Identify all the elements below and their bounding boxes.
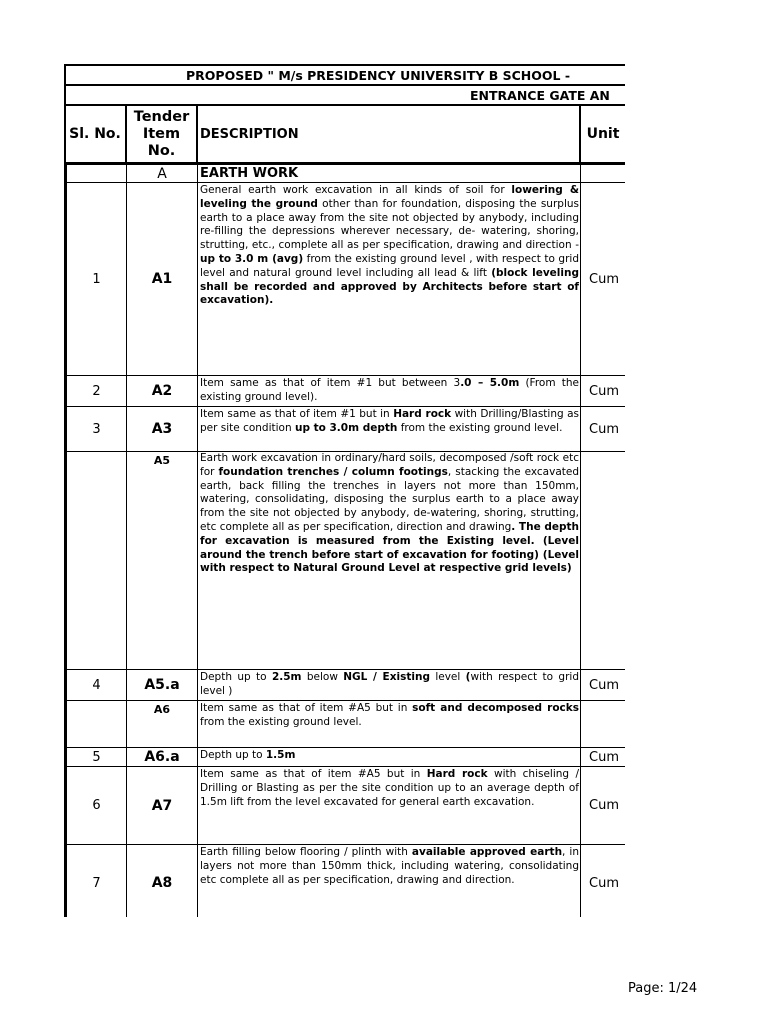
item-no-cell: A6.a: [127, 748, 198, 767]
sl-no-cell: [67, 452, 127, 670]
boq-table: [66, 164, 625, 917]
description-bold-text: up to 3.0m depth: [294, 421, 398, 434]
title-row-1: [66, 66, 625, 86]
table-row: [67, 767, 626, 845]
boq-sheet: [64, 64, 625, 917]
description-text: with respect to grid level ): [200, 671, 579, 697]
description-bold-text: foundation trenches / column footings: [218, 465, 448, 478]
header-tender-item-no: [127, 106, 196, 162]
description-bold-text: lowering & leveling the ground: [200, 184, 579, 210]
header-tender-line-3: No.: [147, 142, 176, 159]
table-row: [67, 701, 626, 748]
description-text: , stacking the excavated earth, back filling the trenches in layers not more than 150mm, watering, consolidating, disposing the surplus earth to a place away from the site not objected by anybody, de-watering, shoring, strutting, etc complete all as per specification, direction and drawing: [200, 465, 579, 533]
description-cell: [198, 748, 581, 767]
item-no-cell: A6: [127, 701, 198, 748]
table-row: [67, 670, 626, 701]
section-name-cell: EARTH WORK: [198, 165, 581, 183]
description-bold-text: Hard rock: [393, 408, 452, 420]
unit-cell: Cum: [581, 407, 626, 452]
sl-no-cell: 5: [67, 748, 127, 767]
item-no-cell: A5.a: [127, 670, 198, 701]
unit-cell: Cum: [581, 376, 626, 407]
section-unit-cell: [581, 165, 626, 183]
description-cell: [198, 452, 581, 670]
description-cell: [198, 701, 581, 748]
description-text: Item same as that of item #A5 but in: [200, 768, 427, 780]
unit-cell: Cum: [581, 748, 626, 767]
description-cell: [198, 183, 581, 376]
sl-no-cell: [67, 701, 127, 748]
description-bold-text: soft and decomposed rocks: [412, 702, 580, 714]
table-row: [67, 845, 626, 918]
item-no-cell: A5: [127, 452, 198, 670]
unit-cell: Cum: [581, 183, 626, 376]
title-row-2: [66, 86, 625, 106]
description-cell: [198, 845, 581, 918]
header-description: DESCRIPTION: [200, 126, 299, 142]
description-bold-text: (: [465, 671, 471, 683]
description-bold-text: (block leveling shall be recorded and approved by Architects before start of excavation).: [200, 266, 579, 307]
description-text: Item same as that of item #1 but in: [200, 408, 394, 420]
unit-cell: [581, 701, 626, 748]
description-bold-text: .0 – 5.0m: [460, 377, 520, 389]
item-no-cell: A2: [127, 376, 198, 407]
item-no-cell: A3: [127, 407, 198, 452]
column-header-row: [66, 106, 625, 164]
description-text: Earth work excavation in ordinary/hard soils, decomposed /soft rock etc for: [200, 452, 579, 478]
table-row: [67, 183, 626, 376]
sl-no-cell: 4: [67, 670, 127, 701]
sl-no-cell: 1: [67, 183, 127, 376]
description-text: with chiseling / Drilling or Blasting as per the site condition up to an average depth of 1.5m lift from the level excavated for general earth excavation.: [200, 768, 579, 808]
description-text: , in layers not more than 150mm thick, including watering, consolidating etc complete all as per specification, drawing and direction.: [200, 846, 579, 886]
description-text: from the existing ground level , with respect to grid level and natural ground level including all lead & lift: [200, 252, 579, 279]
item-no-cell: A8: [127, 845, 198, 918]
header-tender-line-1: Tender: [133, 108, 190, 125]
unit-cell: Cum: [581, 670, 626, 701]
description-bold-text: . The depth for excavation is measured from the Existing level. (Level around the trench before start of excavation for footing) (Level with respect to Natural Ground Level at respective grid levels): [200, 520, 579, 575]
description-bold-text: 2.5m: [271, 671, 302, 683]
table-row: [67, 748, 626, 767]
description-cell: [198, 407, 581, 452]
sl-no-cell: 6: [67, 767, 127, 845]
description-text: (From the existing ground level).: [200, 377, 579, 403]
description-cell: [198, 670, 581, 701]
description-text: from the existing ground level.: [200, 715, 362, 728]
title-line-1: PROPOSED " M/s PRESIDENCY UNIVERSITY B SCHOOL -: [186, 68, 571, 83]
description-bold-text: NGL / Existing: [343, 671, 430, 683]
header-unit: Unit: [586, 126, 620, 142]
description-text: Item same as that of item #1 but between 3: [200, 377, 461, 389]
section-code-cell: A: [127, 165, 198, 183]
description-text: Earth filling below flooring / plinth with: [200, 846, 412, 858]
description-text: Depth up to: [200, 749, 266, 761]
description-text: other than for foundation, disposing the surplus earth to a place away from the site not objected by anybody, including re-filling the depressions wherever necessary, de- watering, shoring, strutting, etc., complete all as per specification, drawing and direction -: [200, 197, 579, 252]
description-text: Item same as that of item #A5 but in: [200, 702, 413, 714]
unit-cell: Cum: [581, 845, 626, 918]
description-bold-text: available approved earth: [411, 846, 563, 858]
header-tender-line-2: Item: [142, 125, 181, 142]
table-row: [67, 407, 626, 452]
description-text: level: [429, 671, 466, 683]
unit-cell: [581, 452, 626, 670]
description-bold-text: Hard rock: [426, 768, 488, 780]
description-bold-text: up to 3.0 m (avg): [200, 252, 304, 265]
section-row: [67, 165, 626, 183]
description-text: General earth work excavation in all kinds of soil for: [200, 184, 512, 196]
item-no-cell: A1: [127, 183, 198, 376]
description-text: Depth up to: [200, 671, 272, 683]
item-no-cell: A7: [127, 767, 198, 845]
section-sl-cell: [67, 165, 127, 183]
page-number: Page: 1/24: [628, 981, 698, 996]
table-row: [67, 452, 626, 670]
description-text: below: [301, 671, 344, 683]
sl-no-cell: 7: [67, 845, 127, 918]
title-line-2: ENTRANCE GATE AN: [470, 88, 610, 103]
sl-no-cell: 2: [67, 376, 127, 407]
description-text: from the existing ground level.: [397, 421, 563, 434]
table-row: [67, 376, 626, 407]
sl-no-cell: 3: [67, 407, 127, 452]
description-cell: [198, 767, 581, 845]
unit-cell: Cum: [581, 767, 626, 845]
description-bold-text: 1.5m: [265, 749, 296, 761]
description-text: with Drilling/Blasting as per site condition: [200, 408, 580, 434]
header-sl-no: Sl. No.: [69, 126, 121, 142]
description-cell: [198, 376, 581, 407]
